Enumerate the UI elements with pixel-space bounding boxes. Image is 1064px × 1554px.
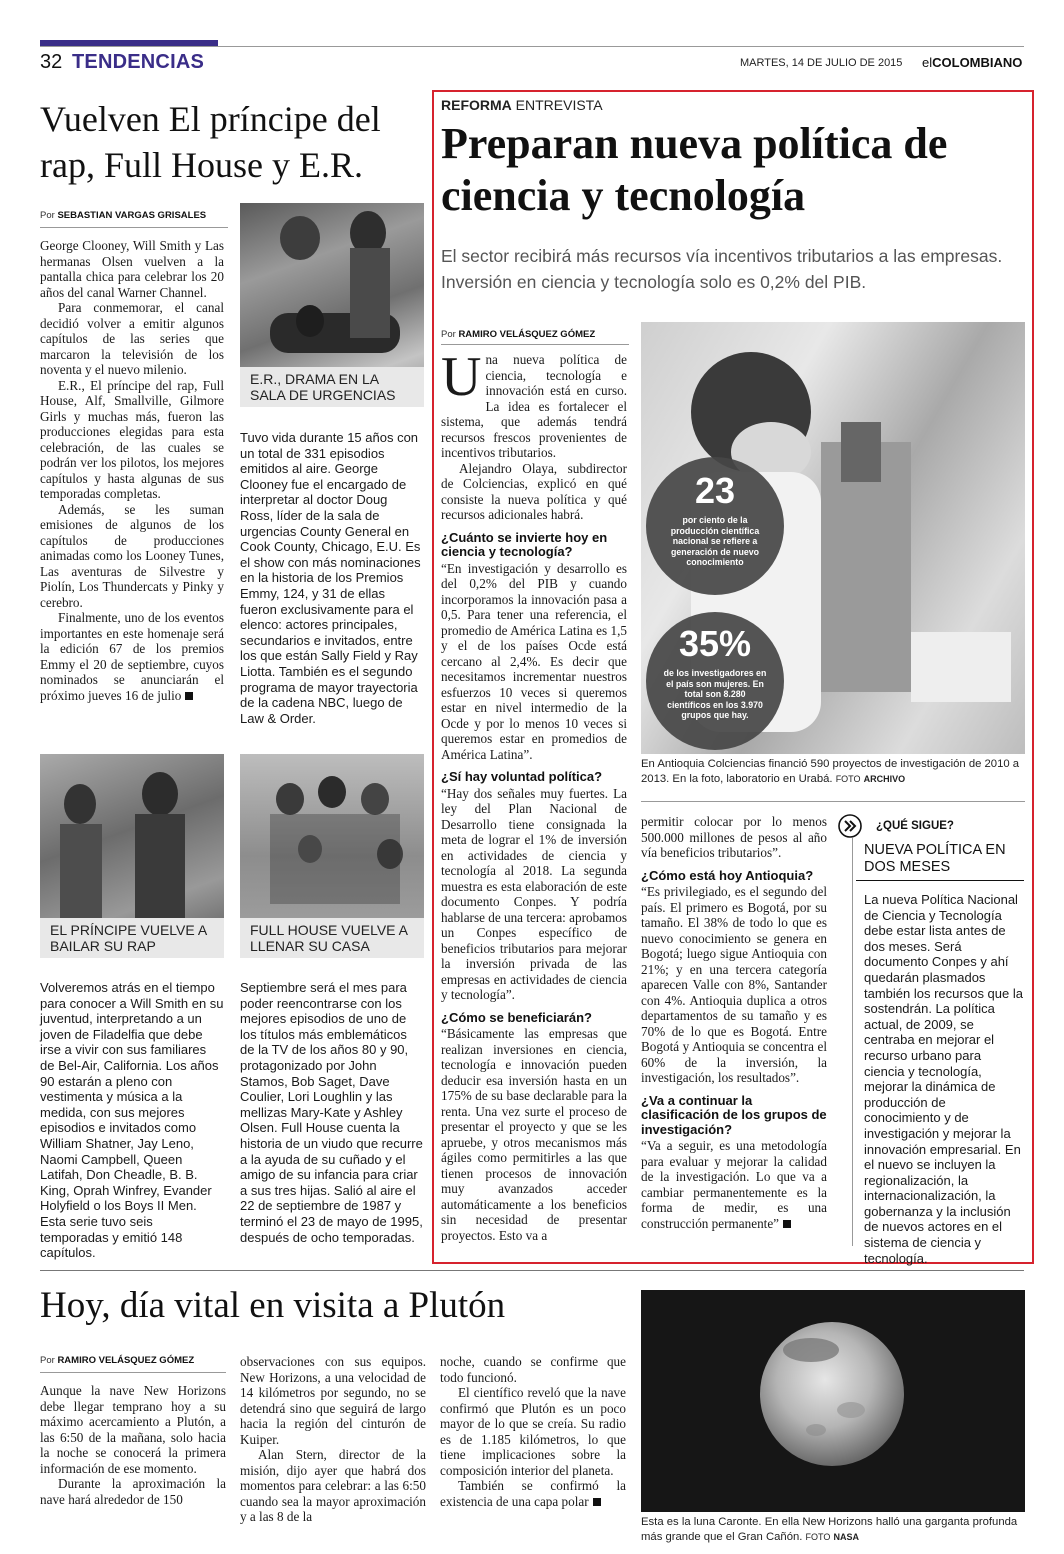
section-divider: [40, 1270, 1024, 1271]
sidebar-title: NUEVA POLÍTICA EN DOS MESES: [864, 842, 1006, 875]
er-text: Tuvo vida durante 15 años con un total de 331 episodios emitidos al aire. George Clooney fue el encargado de interpretar al doctor Doug Ross, líder de la sala de urgencias County General en Cook County, Chicago, E.U. Es el show con más nominaciones en la historia de los Premios Emmy, 124, y 31 de ellas fueron exclusivamente para el elenco: actores principales, secundarios e invitados, entre los que están Sally Field y Ray Liotta. También es el segundo programa de mayor trayectoria de la cadena NBC, luego de Law & Order.: [240, 430, 421, 726]
charon-credit-prefix: FOTO: [805, 1531, 831, 1542]
end-mark-icon: [593, 1498, 601, 1506]
stat-circle-1: [646, 457, 784, 595]
pluto-col3-p2: El científico reveló que la nave confirmó que Plutón es un poco mayor de lo que se creía. Su radio es de 1.185 kilómetros, lo que tiene implicaciones sobre la composición interior del planeta.: [440, 1385, 626, 1478]
tv-paragraph-end: Finalmente, uno de los eventos importantes en este homenaje será la edición 67 de los premios Emmy el 20 de septiembre, cuyos nominados se anunciarán el próximo jueves 16 de julio: [40, 610, 224, 703]
science-column-1: [441, 346, 627, 1243]
pluto-col3-p1: noche, cuando se confirme que todo funcionó.: [440, 1354, 626, 1385]
sidebar-arrow-icon: [838, 814, 862, 838]
science-intro-text: na nueva política de ciencia, tecnología e innovación está en curso. La idea es fortalecer el sistema, que además tendrá recursos frescos provenientes de incentivos tributarios.: [441, 352, 627, 460]
lab-photo-caption: [641, 757, 1025, 786]
science-question-3: ¿Cómo se beneficiarán?: [441, 1009, 592, 1025]
stat-2-text: de los investigadores en el país son mujeres. En total son 8.280 científicos en los 3.970 grupos que hay.: [663, 668, 767, 720]
prince-text: Volveremos atrás en el tiempo para conocer a Will Smith en su juventud, interpretando a un joven de Filadelfia que debe irse a vivir con sus familiares de Bel-Air, California. Los años 90 estarán a pleno con vestimenta y música a la medida, con sus mejores episodios e invitados como William Shatner, Jay Leno, Naomi Campbell, Queen Latifah, Don Cheadle, B. B. King, Oprah Winfrey, Evander Holyfield o los Boys II Men. Esta serie tuvo seis temporadas y emitió 148 capítulos.: [40, 980, 224, 1261]
pluto-col1-p2: Durante la aproximación la nave hará alrededor de 150: [40, 1476, 226, 1507]
tv-article-body: [40, 238, 224, 703]
lab-credit-prefix: FOTO: [835, 773, 861, 784]
charon-photo: [641, 1290, 1025, 1512]
charon-moon-image: [641, 1290, 1025, 1512]
sidebar-title-rule: [856, 880, 1024, 881]
tv-paragraph: E.R., El príncipe del rap, Full House, Alf, Smallville, Gilmore Girls y muchas más, fueron las producciones elegidas para esta celebración, de las cuales se podrán ver los pilotos, los mejores capítulos y hasta algunas de sus temporadas completas.: [40, 377, 224, 501]
pluto-col2-p1: observaciones con sus equipos. New Horizons, a una velocidad de 14 kilómetros por segundo, no se detendrá sino que seguirá de largo hacia la región del cinturón de Kuiper.: [240, 1354, 426, 1447]
science-answer-1: “En investigación y desarrollo es del 0,2% del PIB y cuando incorporamos la innovación pasa a 0,5. Para tener una referencia, el promedio de América Latina es 1,5 y el de los países Ocde está cercano al 2,4%. Es decir que necesitamos incrementar nuestros esfuerzos 10 veces si queremos estar en nivel intermedio de la Ocde y por lo menos 10 veces si queremos estar en promedios de América Latina”.: [441, 560, 627, 762]
tv-paragraph: Para conmemorar, el canal decidió volver a emitir algunos capítulos de las series que marcaron la televisión de los noventa y el nuevo milenio.: [40, 300, 224, 377]
pluto-column-3: [440, 1354, 626, 1509]
science-byline-prefix: Por: [441, 329, 456, 340]
fullhouse-photo-label: FULL HOUSE VUELVE A LLENAR SU CASA: [240, 918, 424, 958]
stat-2-value: 35%: [678, 623, 752, 664]
pluto-byline-prefix: Por: [40, 1355, 55, 1366]
charon-caption-text: Esta es la luna Caronte. En ella New Horizons halló una garganta profunda más grande que el Gran Cañón.: [641, 1516, 1018, 1543]
page-number: 32: [40, 51, 63, 73]
header-rule: [40, 46, 1024, 47]
science-question-2: ¿Sí hay voluntad política?: [441, 769, 603, 784]
brand-prefix: el: [922, 55, 933, 70]
science-intro: [441, 346, 627, 461]
science-answer-5: [641, 1138, 827, 1231]
science-answer-4: “Es privilegiado, es el segundo del país. El primero es Bogotá, por su tamaño. El 38% de todo lo que es nuevo conocimiento se genera en Bogotá; luego sigue Antioquia con 21%; y en una tercera categoría aparecen Valle con 8%, Santander con 4%. Antioquia duplica a otros departamentos de su tamaño y es 70% de lo que es Bogotá. Entre Bogotá y Antioquia se concentra el 60% de la inversión, la investigación, los resultados”.: [641, 884, 827, 1085]
science-answer-3-cont: permitir colocar por lo menos 500.000 millones de pesos al año vía beneficios tributarios”.: [641, 814, 827, 860]
science-question-4: ¿Cómo está hoy Antioquia?: [641, 867, 814, 883]
stat-circle-2: [646, 612, 784, 750]
pluto-col2-p2: Alan Stern, director de la misión, dijo ayer que habrá dos momentos para celebrar: a las 6:50 cuando sea la mayor aproximación y a las 8 de la: [240, 1447, 426, 1524]
science-subtitle: El sector recibirá más recursos vía incentivos tributarios a las empresas. Inversión en ciencia y tecnología solo es 0,2% del PIB.: [441, 246, 1003, 292]
fullhouse-text: Septiembre será el mes para poder reencontrarse con los mejores episodios de uno de los títulos más emblemáticos de la TV de los años 80 y 90, protagonizado por John Stamos, Bob Saget, Dave Coulier, Lori Loughlin y las mellizas Mary-Kate y Ashley Olsen. Full House cuenta la historia de un viudo que recurre a la ayuda de su cuñado y el amigo de su infancia para criar a sus tres hijas. Salió al aire el 22 de septiembre de 1987 y terminó el 23 de mayo de 1995, después de ocho temporadas.: [240, 980, 423, 1245]
tv-byline-rule: [40, 227, 228, 228]
er-photo-label: E.R., DRAMA EN LA SALA DE URGENCIAS: [240, 367, 424, 407]
pluto-title: Hoy, día vital en visita a Plutón: [40, 1285, 506, 1326]
sidebar-text: La nueva Política Nacional de Ciencia y Tecnología debe estar lista antes de dos meses. Será documento Conpes y ahí quedarán plasmados también los recursos que la sostendrán. La política actual, de 2009, se centraba en mejorar el recurso urbano para ciencia y tecnología, mejorar la dinámica de producción de conocimiento y de investigación y mejorar la innovación empresarial. En el nuevo se incluyen la regionalización, la internacionalización, la gobernanza y la inclusión de nuevos actores en el sistema de ciencia y tecnología.: [864, 892, 1023, 1266]
science-byline-author: RAMIRO VELÁSQUEZ GÓMEZ: [458, 329, 596, 340]
stat-1-value: 23: [694, 470, 736, 511]
lab-credit: ARCHIVO: [863, 773, 906, 784]
science-question-5: ¿Va a continuar la clasificación de los grupos de investigación?: [641, 1092, 827, 1137]
science-question-1: ¿Cuánto se invierte hoy en ciencia y tecnología?: [441, 529, 608, 559]
sidebar-kicker: ¿QUÉ SIGUE?: [876, 820, 954, 832]
er-photo: [240, 203, 424, 407]
tv-paragraph: Además, se les suman emisiones de algunos de los capítulos de producciones animadas como los Looney Tunes, Las aventuras de Silvestre y Piolín, Los Thundercats y Pinky y cerebro.: [40, 501, 224, 610]
science-dropcap: U: [441, 346, 482, 408]
tv-paragraph: [40, 610, 224, 703]
prince-photo: [40, 754, 224, 958]
section-title: TENDENCIAS: [72, 51, 205, 73]
tv-article-byline: [40, 210, 206, 221]
pluto-byline-author: RAMIRO VELÁSQUEZ GÓMEZ: [57, 1355, 195, 1366]
science-answer-3: “Básicamente las empresas que realizan inversiones en ciencia, tecnología e innovación pueden deducir esa inversión hasta en un 175% de su base declarable para la renta. Una vez surte el proceso de presentar el proyecto y que se les apruebe, y otros mecanismos más ágiles como permitirles a las que tienen procesos de innovación muy avanzados acceder automáticamente a los beneficios sin necesidad de presentar proyectos. Esto va a: [441, 1026, 627, 1243]
prince-photo-label: EL PRÍNCIPE VUELVE A BAILAR SU RAP: [40, 918, 224, 958]
charon-credit: NASA: [833, 1531, 860, 1542]
pluto-column-1: [40, 1383, 226, 1507]
newspaper-brand: [922, 55, 1022, 70]
tv-article-title: Vuelven El príncipe del rap, Full House y E.R.: [40, 99, 381, 185]
pluto-column-2: [240, 1354, 426, 1525]
science-kicker-text: ENTREVISTA: [515, 97, 603, 113]
science-answer-2: “Hay dos señales muy fuertes. La ley del Plan Nacional de Desarrollo tiene consignada la meta de lograr el 1% de inversión en actividades de ciencia y tecnología al 2018. La segunda muestra es esta elaboración de este documento Conpes. Y podría hablarse de una tercera: aprobamos un Conpes específico de beneficios tributarios para mejorar la inversión privada de las empresas en actividades de ciencia y tecnología”.: [441, 785, 627, 1002]
science-byline-rule: [441, 344, 629, 345]
double-chevron-icon: [838, 814, 862, 838]
lab-caption-text: En Antioquia Colciencias financió 590 proyectos de investigación de 2010 a 2013. En la foto, laboratorio en Urabá.: [641, 758, 1020, 785]
tv-byline-author: SEBASTIAN VARGAS GRISALES: [57, 210, 207, 221]
stat-1-text: por ciento de la producción científica nacional se refiere a generación de nuevo conocimiento: [670, 515, 760, 567]
fullhouse-photo: [240, 754, 424, 958]
end-mark-icon: [783, 1220, 791, 1228]
charon-photo-caption: [641, 1515, 1025, 1544]
science-column-2: [641, 814, 827, 1231]
sidebar-left-rule: [852, 838, 853, 1246]
pluto-col3-p3: [440, 1478, 626, 1509]
brand-name: COLOMBIANO: [932, 55, 1023, 70]
issue-date: MARTES, 14 DE JULIO DE 2015: [740, 57, 903, 69]
science-intro-2: Alejandro Olaya, subdirector de Colciencias, explicó en qué consiste la nueva política y qué recursos adicionales habrá.: [441, 460, 627, 522]
science-byline: [441, 329, 595, 340]
science-kicker-bold: REFORMA: [441, 97, 512, 113]
science-kicker: [441, 97, 603, 113]
lab-photo: [641, 322, 1025, 754]
pluto-byline-rule: [40, 1372, 226, 1373]
science-title: Preparan nueva política de ciencia y tecnología: [441, 119, 948, 220]
tv-byline-prefix: Por: [40, 210, 55, 221]
pluto-col1-p1: Aunque la nave New Horizons debe llegar temprano hoy a su máximo acercamiento a Plutón, a las 6:50 de la mañana, solo hacia la noche se conocerá la primera información de ese momento.: [40, 1383, 226, 1476]
pluto-byline: [40, 1355, 194, 1366]
science-answer-5-text: “Va a seguir, es una metodología para evaluar y mejorar la calidad de la investigación. Lo que va a cambiar permanentemente es la forma de medir, es una construcción permanente”: [641, 1138, 827, 1231]
end-mark-icon: [185, 692, 193, 700]
pluto-col3-end: También se confirmó la existencia de una capa polar: [440, 1478, 626, 1509]
tv-paragraph: George Clooney, Will Smith y Las hermanas Olsen vuelven a la pantalla chica para celebrar los 20 años del canal Warner Channel.: [40, 238, 224, 300]
lab-caption-rule: [641, 801, 1025, 802]
